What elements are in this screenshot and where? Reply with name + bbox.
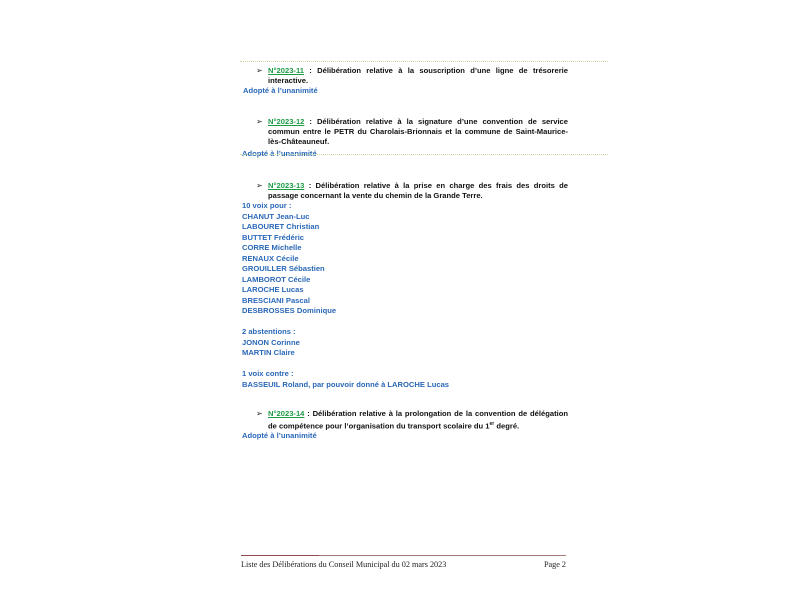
deliberation-2023-11 xyxy=(256,66,568,86)
result-label: Adopté à l’unanimité xyxy=(242,149,317,158)
separator-line xyxy=(240,154,608,155)
deliberation-text: N°2023-11 : Délibération relative à la souscription d’une ligne de trésorerie interactive. xyxy=(268,66,568,85)
deliberation-2023-12 xyxy=(256,117,568,147)
voter-name: JONON Corinne xyxy=(242,337,300,347)
deliberation-ref: N°2023-14 xyxy=(268,409,305,418)
arrow-bullet-icon: ➢ xyxy=(256,409,263,418)
deliberation-2023-14 xyxy=(256,409,568,432)
footer-title: Liste des Délibérations du Conseil Municipal du 02 mars 2023 xyxy=(241,560,447,569)
voter-name: DESBROSSES Dominique xyxy=(242,306,337,315)
deliberation-ref: N°2023-12 xyxy=(268,117,305,126)
voter-name: RENAUX Cécile xyxy=(242,253,299,263)
deliberation-text: N°2023-12 : Délibération relative à la signature d’une convention de service commun entre le PETR du Charolais-Brionnais et la commune de Saint-Maurice-lès-Châteauneuf. xyxy=(268,117,568,146)
votes-for-heading: 10 voix pour : xyxy=(242,201,292,210)
voter-name: GROUILLER Sébastien xyxy=(242,264,325,273)
deliberation-text: N°2023-14 : Délibération relative à la prolongation de la convention de délégation de compétence pour l’organisation du transport scolaire du 1er degré. xyxy=(268,409,568,431)
footer-rule-accent xyxy=(241,555,319,556)
voter-name: LAROCHE Lucas xyxy=(242,285,304,294)
votes-against-heading: 1 voix contre : xyxy=(242,369,294,378)
voter-name: CHANUT Jean-Luc xyxy=(242,211,310,221)
voter-name: LAMBOROT Cécile xyxy=(242,274,311,284)
voter-name: MARTIN Claire xyxy=(242,348,295,357)
deliberation-text: N°2023-13 : Délibération relative à la prise en charge des frais des droits de passage concernant la vente du chemin de la Grande Terre. xyxy=(268,181,568,200)
voter-name: CORRE Michelle xyxy=(242,243,302,252)
voter-name: LABOURET Christian xyxy=(242,222,320,231)
voter-name: BASSEUIL Roland, par pouvoir donné à LAROCHE Lucas xyxy=(242,379,450,389)
vote-details xyxy=(242,201,449,390)
arrow-bullet-icon: ➢ xyxy=(256,181,263,190)
page-number: Page 2 xyxy=(543,560,566,569)
deliberation-2023-13 xyxy=(256,181,568,201)
arrow-bullet-icon: ➢ xyxy=(256,117,263,126)
deliberation-ref: N°2023-13 xyxy=(268,181,305,190)
deliberation-ref: N°2023-11 xyxy=(268,66,304,75)
result-label: Adopté à l’unanimité xyxy=(242,431,317,440)
separator-line xyxy=(240,61,608,62)
voter-name: BRESCIANI Pascal xyxy=(242,295,310,305)
result-label: Adopté à l’unanimité xyxy=(243,86,318,95)
voter-name: BUTTET Frédéric xyxy=(242,232,305,242)
abstentions-heading: 2 abstentions : xyxy=(242,327,296,336)
arrow-bullet-icon: ➢ xyxy=(256,66,263,75)
